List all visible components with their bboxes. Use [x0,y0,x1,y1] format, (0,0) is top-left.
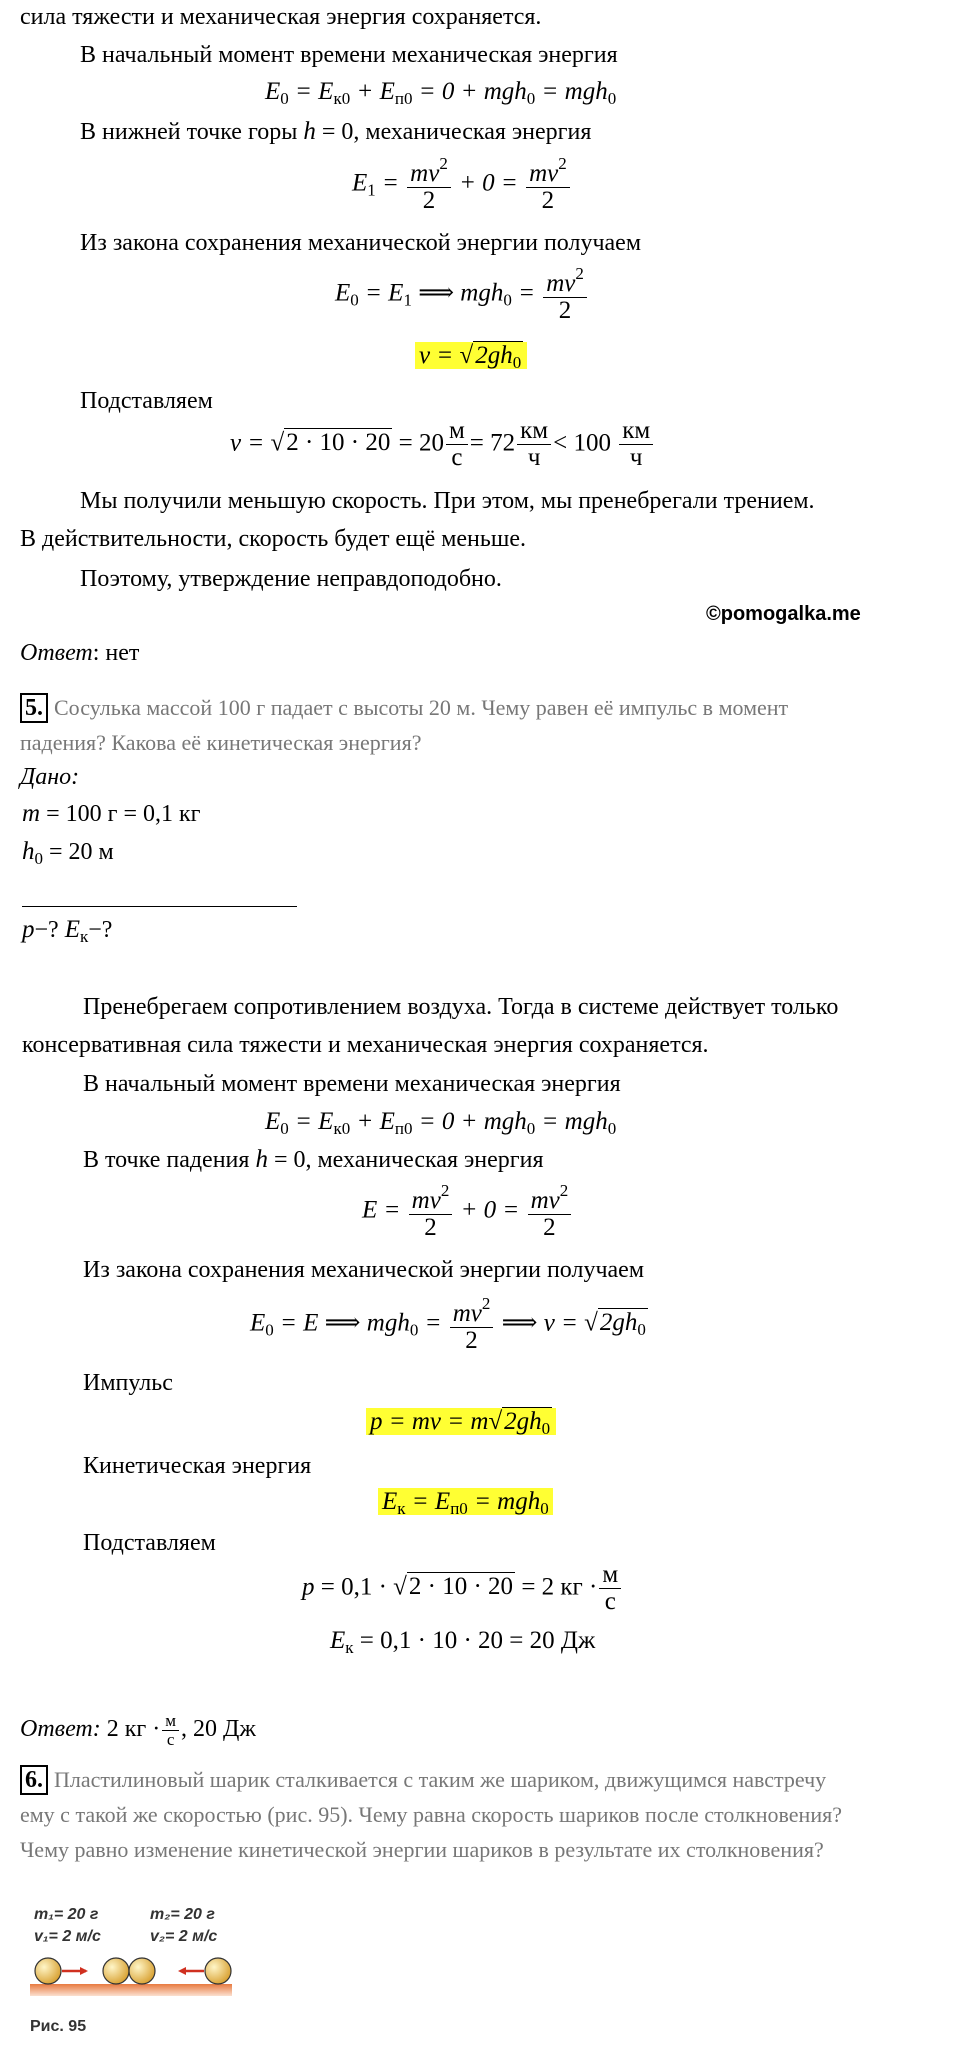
text-line: Поэтому, утверждение неправдоподобно. [80,566,502,592]
text-line: В начальный момент времени механическая энергия [80,42,618,68]
figure-label-m1: m₁= 20 г [34,1906,99,1923]
text-line: консервативная сила тяжести и механическая энергия сохраняется. [22,1032,709,1058]
figure-label-v2: v₂= 2 м/с [150,1928,218,1945]
formula-e0: $E_0 = E_{к0} + E_{п0} = 0 + mgh_0 = mgh_0$ [265,78,617,108]
text-line: Кинетическая энергия [83,1453,312,1479]
task-5-text: падения? Какова её кинетическая энергия? [20,730,422,755]
arrow-left-icon [178,1967,186,1975]
given-height: $h_0 = 20$ м [22,838,114,868]
arrow-right-icon [80,1967,88,1975]
figure-label-v1: v₁= 2 м/с [34,1928,101,1945]
formula-e: E = $\frac{mv^2}{2}$ + 0 = $\frac{mv^2}{2}$ [362,1182,573,1242]
figure-label-m2: m₂= 20 г [150,1906,215,1923]
ball-2 [103,1958,129,1984]
find-line: p−? $E_к-$? [22,916,113,946]
formula-substitution: v = √2 · 10 · 20 = 20 $\frac{м}{с}$ = 72 $\frac{км}{ч}$ < 100 $\frac{км}{ч}$ [230,418,655,472]
text-line: Из закона сохранения механической энергии получаем [80,230,642,256]
formula-momentum-highlight: p = mv = $m√2gh_0$ [366,1408,556,1439]
answer-line: Ответ: нет [20,640,140,666]
formula-conservation: $E_0 = E_1$ ⟹ mgh$_0$ = $\frac{mv^2}{2}$ [335,265,589,325]
text-line: В точке падения h = 0, механическая энергия [83,1146,544,1173]
task-6-text: Чему равно изменение кинетической энергии шариков в результате их столкновения? [20,1837,824,1862]
formula-kinetic-highlight: $E_к = E_{п0} = mgh_0$ [378,1488,553,1519]
answer-line: Ответ: 2 кг · $\frac{м}{с}$ , 20 Дж [20,1711,256,1749]
task-5-text: 5. Сосулька массой 100 г падает с высоты 20 м. Чему равен её импульс в момент [20,693,788,723]
formula-e0: $E_0 = E_{к0} + E_{п0} = 0 + mgh_0 = mgh_0$ [265,1108,617,1138]
ball-1 [35,1958,61,1984]
text-line: В нижней точке горы h = 0, механическая энергия [80,118,592,145]
watermark: ©pomogalka.me [706,603,861,625]
text-line: Импульс [83,1370,173,1396]
text-line: Мы получили меньшую скорость. При этом, мы пренебрегали трением. [80,488,815,514]
formula-conservation: $E_0 = E$ ⟹ mgh$_0$ = $\frac{mv^2}{2}$ ⟹ $v = √2gh_0$ [250,1294,646,1355]
figure-95 [22,1898,242,2048]
task-6-text: 6. Пластилиновый шарик сталкивается с таким же шариком, движущимся навстречу [20,1765,826,1795]
given-mass: m = 100 г = 0,1 кг [22,800,201,827]
ball-3 [129,1958,155,1984]
task-number: 5. [20,693,48,723]
figure-caption: Рис. 95 [30,2018,87,2035]
task-6-text: ему с такой же скоростью (рис. 95). Чему равна скорость шариков после столкновения? [20,1802,842,1827]
text-line: Пренебрегаем сопротивлением воздуха. Тогда в системе действует только [83,994,839,1020]
text-line: В действительности, скорость будет ещё меньше. [20,526,526,552]
divider [22,906,297,907]
task-number: 6. [20,1765,48,1795]
text-line: сила тяжести и механическая энергия сохраняется. [20,4,542,30]
text-line: Подставляем [83,1530,216,1556]
formula-e1: $E_1$ = $\frac{mv^2}{2}$ + 0 = $\frac{mv^2}{2}$ [352,155,572,215]
formula-velocity-highlight: $v = √2gh_0$ [415,342,527,373]
text-line: Подставляем [80,388,213,414]
given-label: Дано: [20,764,80,790]
formula-momentum-value: p = 0,1 · √2 · 10 · 20 = 2 кг · $\frac{м}{с}$ [302,1562,623,1616]
collision-illustration [22,1950,242,1998]
text-line: Из закона сохранения механической энергии получаем [83,1257,645,1283]
text-line: В начальный момент времени механическая энергия [83,1071,621,1097]
floor [30,1984,232,1996]
ball-4 [205,1958,231,1984]
formula-energy-value: $E_к = 0,1 \cdot 10 \cdot 20 = 20$ Дж [330,1627,596,1657]
